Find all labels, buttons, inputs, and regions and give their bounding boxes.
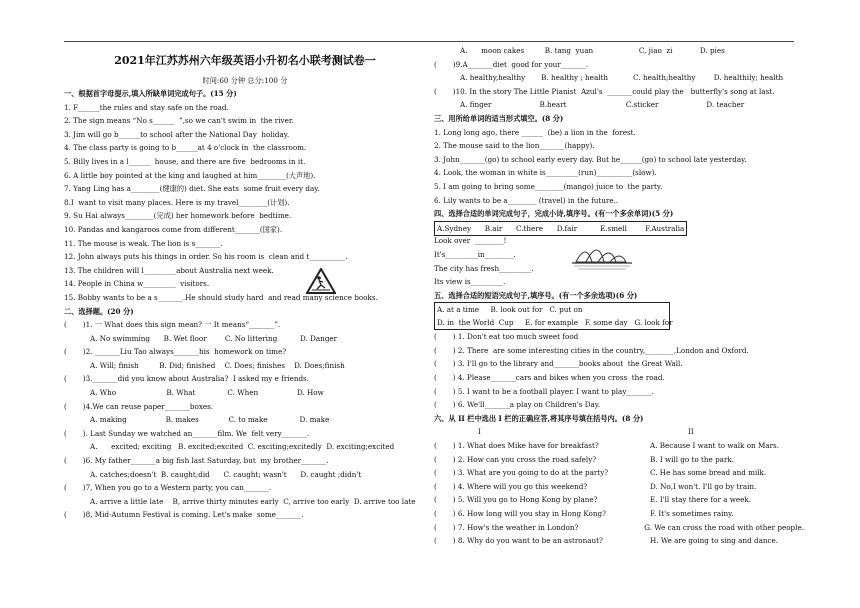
section-title: 一、根据首字母提示,填入所缺单词完成句子。(15 分): [64, 89, 237, 98]
poem-line: Its view is_________.: [434, 277, 506, 287]
question-line: 10. Pandas and kangaroos come from different_______(国家).: [64, 224, 283, 234]
question-line: 4. The class party is going to b______at 4 o'clock in the classroom.: [64, 143, 307, 153]
match-row: [434, 453, 804, 467]
column-ii-header: II: [688, 427, 694, 437]
question-line: A. Will; finish B. Did; finished C. Does; finishes D. Does;finish: [90, 360, 345, 370]
header-rule: [64, 41, 794, 42]
match-row: [434, 521, 804, 535]
match-answer: F. It's sometimes rainy.: [650, 509, 734, 518]
question-line: ( ). Last Sunday we watched an_______film. We felt very_______.: [64, 428, 310, 438]
phrase-question: ( ) 6. We'll_______a play on Children's Day.: [434, 400, 601, 410]
question-line: ( )9.A_______diet good for your_______.: [434, 59, 589, 69]
question-line: 6. Lily wants to be a________ (travel) in the future..: [434, 195, 619, 205]
section-5-items: [434, 330, 804, 412]
question-line: 7. Yang Ling has a________(健康的) diet. She eats some fruit every day.: [64, 184, 320, 194]
match-answer: E. I'll stay there for a week.: [650, 495, 752, 505]
phrase-box-line: A. at a time B. look out for C. put on: [437, 305, 583, 315]
question-line: 2. The mouse said to the lion_______(happy).: [434, 141, 595, 151]
section-title: 四、选择合适的单词完成句子，完成小诗,填序号。(有一个多余单词)(5 分): [434, 209, 674, 219]
match-row: [434, 480, 804, 494]
section-title: 三、用所给单词的适当形式填空。(8 分): [434, 113, 564, 123]
question-line: ( )3._______did you know about Australia? I asked my e friends.: [64, 374, 310, 384]
match-answer: D. No,I won't. I'll go by train.: [650, 481, 757, 491]
question-line: A. moon cakes B. tang yuan C, jiao zi D. pies: [460, 46, 725, 55]
left-lines: [64, 87, 426, 522]
question-line: 4. Look, the woman in white is_________(run)__________(slow).: [434, 168, 657, 178]
question-line: 1. F______the rules and stay safe on the road.: [64, 102, 229, 112]
match-question: ( ) 3. What are you going to do at the party?: [434, 468, 609, 478]
question-line: 3. Jim will go b______to school after the National Day holiday.: [64, 129, 290, 139]
match-answer: H. We are going to sing and dance.: [650, 536, 779, 546]
question-line: ( )2. _______Liu Tao always_______his homework on time?: [64, 347, 287, 357]
question-line: 2. The sign means “No s______ ”,so we can't swim in the river.: [64, 116, 294, 126]
right-top-lines: [434, 44, 804, 221]
match-row: [434, 439, 804, 453]
question-line: A. Who B. What C. When D. How: [90, 388, 324, 398]
column-i-header: I: [478, 427, 481, 437]
question-line: A. excited; exciting B. excited;excited C. exciting;excitedly D. exciting;excited: [90, 442, 395, 452]
match-question: ( ) 7. How's the weather in London?: [434, 522, 579, 532]
phrase-box-line: D. in the World Cup E. for example F. some day G. look for: [437, 318, 673, 328]
phrase-question: ( ) 4. Please_______cars and bikes when you cross the road.: [434, 373, 665, 383]
poem-line: The city has fresh_________.: [434, 263, 534, 273]
match-answer: A. Because I want to walk on Mars.: [650, 441, 779, 451]
match-answer: C. He has some bread and milk.: [650, 468, 767, 478]
question-line: ( )6. My father_______a big fish last Saturday, but my brother_______.: [64, 456, 329, 466]
question-line: ( )1. 一 What does this sign mean? 一 It means“_______”.: [64, 320, 281, 330]
question-line: 13. The children will l_________about Australia next week.: [64, 265, 274, 275]
question-line: ( )10. In the story The Little Pianist Azul's _______could play the butterfly's song at last.: [434, 86, 775, 96]
question-line: 15. Bobby wants to be a s_______.He should study hard and read many science books.: [64, 292, 378, 302]
question-line: 9. Su Hai always________(完成) her homework before bedtime.: [64, 211, 292, 221]
phrase-question: ( ) 5. I want to be a football player. I want to play_______.: [434, 386, 654, 396]
wet-floor-sign-icon: [306, 268, 336, 294]
question-line: 12. John always puts his things in order. So his room is clean and t__________.: [64, 252, 348, 262]
question-line: 3. John_______(go) to school early every day. But he______(go) to school late yesterday.: [434, 154, 747, 164]
sydney-opera-house-icon: [572, 236, 632, 270]
match-answer: B. I will go to the park.: [650, 454, 735, 464]
question-line: 14. People in China w_________ visitors.: [64, 279, 210, 289]
question-line: 11. The mouse is weak. The lion is s_______.: [64, 238, 223, 248]
section-6-title: 六、从 II 栏中选出 I 栏的正确应答,将其序号填在括号内。(8 分): [434, 413, 644, 423]
section-6-pairs: [434, 439, 804, 548]
phrase-question: ( ) 2. There are some interesting cities in the country,________,London and Oxford.: [434, 345, 749, 355]
section-5-title: 五、选择合适的短语完成句子,填序号。(有一个多余选项)(6 分): [434, 290, 638, 300]
question-line: ( )7, When you go to a Western party, you can_______.: [64, 483, 272, 493]
exam-title: 2021年江苏苏州六年级英语小升初名小联考测试卷一: [114, 54, 376, 67]
match-row: [434, 507, 804, 521]
match-question: ( ) 2. How can you cross the road safely?: [434, 454, 597, 464]
question-line: 1. Long long ago, there ______ (be) a lion in the forest.: [434, 127, 636, 137]
question-line: 6. A little boy pointed at the king and laughed at him________(大声地).: [64, 170, 316, 180]
phrase-box: [434, 302, 673, 330]
match-question: ( ) 6. How long will you stay in Hong Kong?: [434, 509, 606, 518]
question-line: A. No swimming B. Wet floor C. No littering D. Danger: [90, 333, 338, 343]
right-column: [434, 44, 804, 548]
question-line: A. catches;doesn't B. caught;did C. caught; wasn't D. caught ;didn't: [90, 469, 362, 479]
match-row: [434, 534, 804, 548]
phrase-question: ( ) 3. I'll go to the library and_______books about the Great Wall.: [434, 359, 683, 369]
question-line: 8.I want to visit many places. Here is my travel________(计划).: [64, 197, 290, 207]
question-line: A. healthy,healthy B. healthy ; health C. health;healthy D. healthily; health: [460, 73, 784, 83]
question-line: A. making B. makes C. to make D. make: [90, 415, 330, 425]
poem-line: It's_________in________.: [434, 249, 516, 259]
match-row: [434, 493, 804, 507]
match-answer: G. We can cross the road with other people.: [644, 522, 804, 532]
phrase-question: ( ) 1. Don't eat too much sweet food: [434, 332, 579, 342]
question-line: A. arrive a little late B, arrive thirty minutes early C, arrive too early D. arrive too late: [90, 496, 416, 506]
poem-line: Look over ________!: [434, 236, 507, 246]
question-line: ( )8, Mid-Autumn Festival is coming. Let's make some_______.: [64, 510, 304, 520]
question-line: 5. I am going to bring some________(mango) juice to the party.: [434, 181, 663, 191]
question-line: ( )4.We can reuse paper_______boxes.: [64, 401, 214, 411]
match-question: ( ) 4. Where will you go this weekend?: [434, 481, 588, 491]
match-question: ( ) 1. What does Mike have for breakfast?: [434, 441, 599, 451]
poem: [434, 234, 804, 288]
section-title: 二、选择题。(20 分): [64, 306, 134, 316]
question-line: A. finger B.heart C.sticker D. teacher: [460, 100, 745, 110]
word-box: A.Sydney B.air C.there D.fair E.smell F.Australia: [434, 221, 687, 237]
match-row: [434, 466, 804, 480]
match-question: ( ) 8. Why do you want to be an astronaut?: [434, 536, 603, 546]
column-headers: [434, 425, 804, 439]
left-column: [64, 44, 426, 522]
question-line: 5. Billy lives in a l______ house, and there are five bedrooms in it.: [64, 156, 306, 166]
exam-meta: 时间:60 分钟 总分:100 分: [202, 76, 288, 85]
match-question: ( ) 5. Will you go to Hong Kong by plane?: [434, 495, 598, 505]
